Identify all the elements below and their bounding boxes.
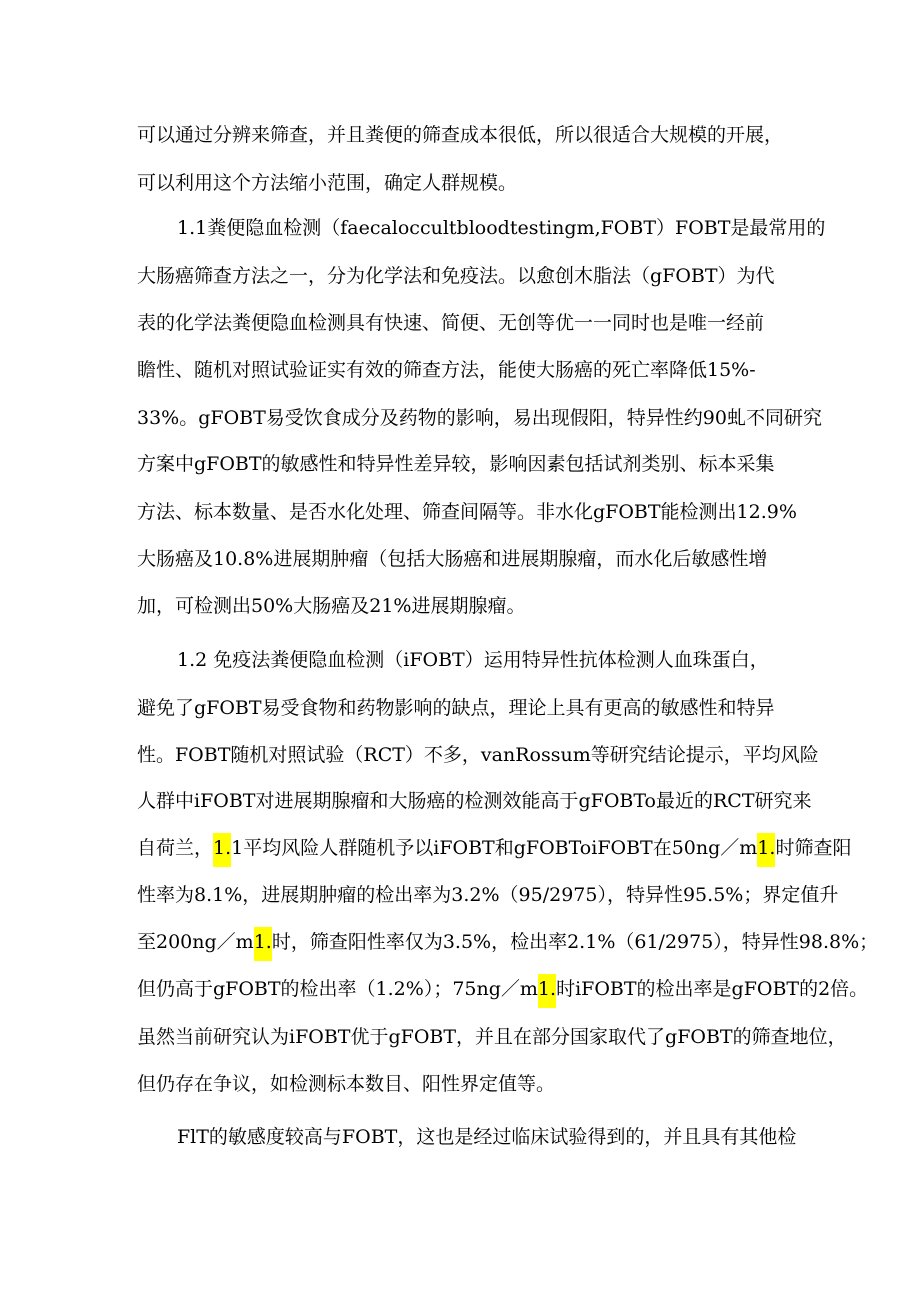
text-line: 33%。gFOBT易受饮食成分及药物的影响，易出现假阳，特异性约90虬不同研究 bbox=[137, 407, 822, 429]
highlight-mark: 1. bbox=[757, 833, 775, 867]
text-line-highlighted bbox=[137, 969, 868, 1009]
text-line-highlighted bbox=[137, 828, 851, 868]
text-segment: 但仍高于gFOBT的检出率（1.2%）；75ng／m bbox=[137, 978, 538, 1000]
text-line: 性。FOBT随机对照试验（RCT）不多，vanRossum等研究结论提示，平均风险 bbox=[137, 744, 819, 766]
text-segment: 时，筛查阳性率仅为3.5%，检出率2.1%（61/2975），特异性98.8%； bbox=[271, 931, 879, 953]
text-line: 虽然当前研究认为iFOBT优于gFOBT，并且在部分国家取代了gFOBT的筛查地位， bbox=[137, 1026, 847, 1048]
highlight-mark: 1. bbox=[254, 927, 272, 961]
text-segment: 自荷兰， bbox=[137, 837, 214, 859]
text-line: 方法、标本数量、是否水化处理、筛查间隔等。非水化gFOBT能检测出12.9% bbox=[137, 501, 797, 523]
highlight-mark: 1. bbox=[213, 833, 231, 867]
text-segment: 时iFOBT的检出率是gFOBT的2倍。 bbox=[556, 978, 869, 1000]
text-line: 人群中iFOBT对进展期腺瘤和大肠癌的检测效能高于gFOBTo最近的RCT研究来 bbox=[137, 790, 812, 812]
text-line: FlT的敏感度较高与FOBT，这也是经过临床试验得到的，并且具有其他检 bbox=[177, 1126, 797, 1148]
text-line: 表的化学法粪便隐血检测具有快速、简便、无创等优一一同时也是唯一经前 bbox=[137, 312, 765, 334]
text-line: 可以通过分辨来筛查，并且粪便的筛查成本很低，所以很适合大规模的开展， bbox=[137, 124, 784, 146]
text-line: 大肠癌及10.8%进展期肿瘤（包括大肠癌和进展期腺瘤，而水化后敏感性增 bbox=[137, 548, 768, 570]
text-line: 但仍存在争议，如检测标本数目、阳性界定值等。 bbox=[137, 1073, 556, 1095]
text-line: 加，可检测出50%大肠癌及21%进展期腺瘤。 bbox=[137, 595, 526, 617]
text-segment: 至200ng／m bbox=[137, 931, 254, 953]
text-line: 方案中gFOBT的敏感性和特异性差异较，影响因素包括试剂类别、标本采集 bbox=[137, 453, 775, 475]
text-line: 避免了gFOBT易受食物和药物影响的缺点，理论上具有更高的敏感性和特异 bbox=[137, 697, 775, 719]
text-line: 性率为8.1%，进展期肿瘤的检出率为3.2%（95/2975），特异性95.5%；界定值升 bbox=[137, 884, 839, 906]
section-heading-line: 1.2 免疫法粪便隐血检测（iFOBT）运用特异性抗体检测人血珠蛋白， bbox=[177, 649, 769, 671]
text-segment: 1平均风险人群随机予以iFOBT和gFOBToiFOBT在50ng／m bbox=[231, 837, 758, 859]
section-heading-line: 1.1粪便隐血检测（faecaloccultbloodtestingm,FOBT）FOBT是最常用的 bbox=[177, 217, 826, 239]
text-line: 大肠癌筛查方法之一，分为化学法和免疫法。以愈创木脂法（gFOBT）为代 bbox=[137, 265, 775, 287]
text-line: 瞻性、随机对照试验证实有效的筛查方法，能使大肠癌的死亡率降低15%- bbox=[137, 359, 756, 381]
highlight-mark: 1. bbox=[538, 974, 556, 1008]
text-line: 可以利用这个方法缩小范围，确定人群规模。 bbox=[137, 172, 518, 194]
text-line-highlighted bbox=[137, 922, 878, 962]
text-segment: 时筛查阳 bbox=[775, 837, 852, 859]
